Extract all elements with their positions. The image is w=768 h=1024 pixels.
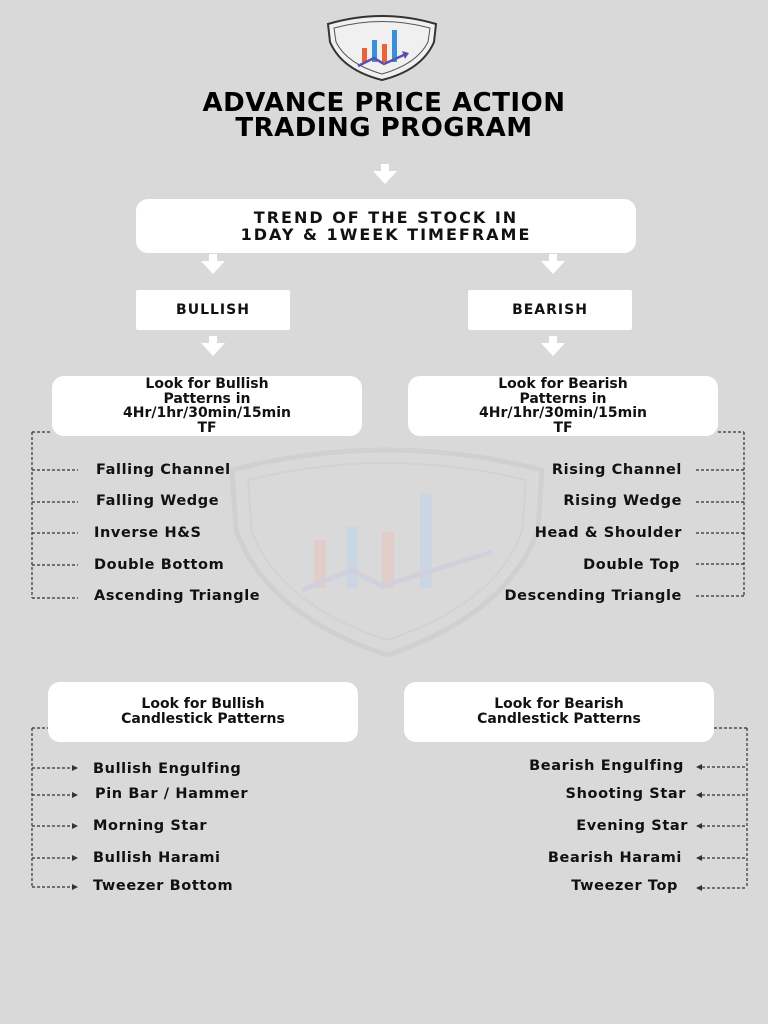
bearish-patterns-box-line-3: 4Hr/1hr/30min/15min — [479, 405, 647, 421]
bullish-pattern-item: Falling Channel — [96, 462, 231, 478]
down-arrow-icon — [373, 164, 397, 184]
bearish-candle-item: Tweezer Top — [571, 878, 678, 894]
bearish-pattern-item: Double Top — [583, 557, 680, 573]
bearish-patterns-box-line-4: TF — [553, 419, 573, 436]
bullish-candle-item: Bullish Harami — [93, 850, 221, 866]
bullish-candlestick-box — [48, 682, 358, 742]
bullish-pattern-item: Ascending Triangle — [94, 588, 261, 604]
bullish-pattern-item: Falling Wedge — [96, 493, 220, 509]
bearish-candle-item: Bearish Harami — [547, 850, 682, 866]
bearish-candle-item: Shooting Star — [565, 786, 686, 802]
bullish-patterns-box — [52, 376, 362, 436]
page-title-line-1: ADVANCE PRICE ACTION — [202, 88, 566, 118]
bearish-candlestick-box — [404, 682, 714, 742]
trend-box — [136, 199, 636, 253]
bearish-pattern-item: Rising Channel — [551, 462, 682, 478]
bearish-candlestick-box-line-1: Look for Bearish — [494, 696, 624, 712]
bullish-candle-item: Bullish Engulfing — [93, 761, 242, 777]
bearish-patterns-box-line-2: Patterns in — [519, 390, 607, 407]
bullish-candle-item: Tweezer Bottom — [93, 878, 234, 894]
bearish-box: BEARISH — [468, 290, 632, 330]
bullish-patterns-box-line-1: Look for Bullish — [145, 376, 269, 392]
bullish-pattern-item: Double Bottom — [94, 557, 225, 573]
bearish-pattern-item: Descending Triangle — [504, 588, 682, 604]
bearish-pattern-item: Rising Wedge — [563, 493, 682, 509]
bullish-pattern-item: Inverse H&S — [94, 525, 202, 541]
shield-chart-logo-icon — [322, 12, 442, 82]
bullish-candlestick-box-line-2: Candlestick Patterns — [121, 711, 285, 727]
shield-chart-watermark-icon — [222, 440, 552, 660]
bullish-box: BULLISH — [136, 290, 290, 330]
bullish-candle-item: Pin Bar / Hammer — [95, 786, 249, 802]
bearish-candle-item: Bearish Engulfing — [529, 758, 684, 774]
bearish-patterns-box-line-1: Look for Bearish — [498, 376, 628, 392]
trend-box-line-1: TREND OF THE STOCK IN — [253, 208, 519, 227]
bearish-candle-item: Evening Star — [576, 818, 688, 834]
down-arrow-icon — [541, 336, 565, 356]
bullish-patterns-box-line-3: 4Hr/1hr/30min/15min — [123, 405, 291, 421]
down-arrow-icon — [541, 254, 565, 274]
down-arrow-icon — [201, 336, 225, 356]
bullish-patterns-box-line-4: TF — [197, 419, 217, 436]
trend-box-line-2: 1DAY & 1WEEK TIMEFRAME — [240, 225, 532, 244]
page-title-line-2: TRADING PROGRAM — [235, 113, 533, 143]
down-arrow-icon — [201, 254, 225, 274]
bullish-candle-item: Morning Star — [93, 818, 208, 834]
bullish-patterns-box-line-2: Patterns in — [163, 390, 251, 407]
bullish-candlestick-box-line-1: Look for Bullish — [141, 696, 265, 712]
bearish-candlestick-box-line-2: Candlestick Patterns — [477, 711, 641, 727]
bearish-patterns-box — [408, 376, 718, 436]
bearish-pattern-item: Head & Shoulder — [534, 525, 682, 541]
